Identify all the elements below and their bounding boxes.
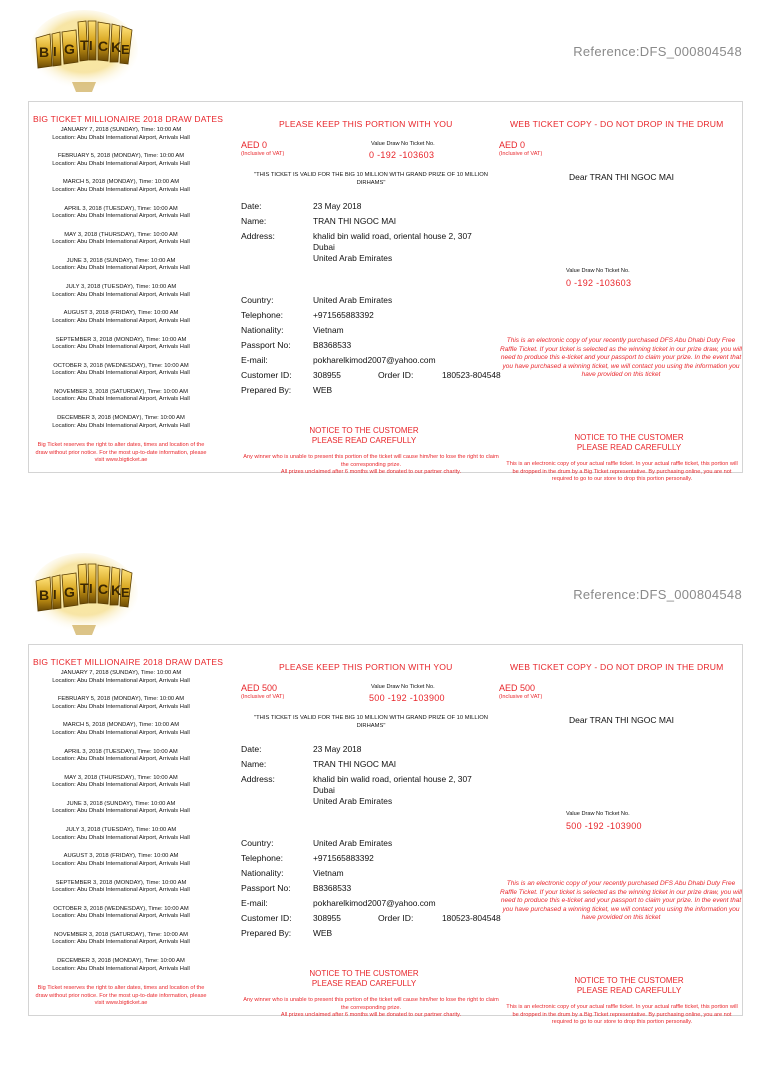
- svg-text:I: I: [89, 38, 93, 53]
- notice-title: NOTICE TO THE CUSTOMER PLEASE READ CAREFULLY: [309, 969, 419, 988]
- value-passport: B8368533: [313, 340, 352, 350]
- draw-item: JULY 3, 2018 (TUESDAY), Time: 10:00 AM Location: Abu Dhabi International Airport, Arrivals Hall: [52, 827, 190, 841]
- electronic-copy-notice: This is an electronic copy of your recently purchased DFS Abu Dhabi Duty Free Raffle Ticket. If your ticket is selected as the winning ticket in our prize draw, you will need to produce this e-ticket and your passport to claim your prize. In the event that you have purchased a winning ticket, we will contact you using the information you have provided on this ticket: [500, 880, 742, 921]
- label-name: Name:: [241, 759, 267, 769]
- value-address-line1: khalid bin walid road, oriental house 2, 307: [313, 231, 472, 241]
- value-draw-ticket-header-copy: Value Draw No Ticket No.: [566, 268, 630, 274]
- value-passport: B8368533: [313, 883, 352, 893]
- draw-disclaimer: Big Ticket reserves the right to alter dates, times and location of the draw without prior notice. For the most up-to-date information, please visit www.bigticket.ae: [35, 985, 207, 1006]
- notice-right-text: This is an electronic copy of your actual raffle ticket. In your actual raffle ticket, this portion will be dropped in the drum by a Big Ticket representative. By purchasing online, you are not required to go to our store to drop this portion personally.: [506, 461, 738, 482]
- ticket-card: [28, 644, 743, 1025]
- ticket-number-copy: 500 -192 -103900: [566, 821, 642, 831]
- notice-left-text: Any winner who is unable to present this portion of the ticket will cause him/her to lose the right to claim the corresponding prize. All prizes unclaimed after 6 months will be donated to our partner charity.: [243, 997, 499, 1018]
- value-draw-ticket-header: Value Draw No Ticket No.: [371, 141, 435, 147]
- draw-item: MAY 3, 2018 (THURSDAY), Time: 10:00 AM Location: Abu Dhabi International Airport, Arrivals Hall: [52, 774, 190, 789]
- big-ticket-logo: [28, 551, 140, 637]
- label-prepared-by: Prepared By:: [241, 928, 292, 938]
- draw-item: MARCH 5, 2018 (MONDAY), Time: 10:00 AM Location: Abu Dhabi International Airport, Arrivals Hall: [52, 722, 190, 736]
- svg-text:B: B: [39, 44, 50, 60]
- keep-portion-title: PLEASE KEEP THIS PORTION WITH YOU: [279, 662, 453, 672]
- svg-text:K: K: [111, 39, 122, 55]
- value-name: TRAN THI NGOC MAI: [313, 216, 397, 226]
- ticket-card: [28, 101, 743, 482]
- label-name: Name:: [241, 216, 267, 226]
- value-draw-ticket-header-copy: Value Draw No Ticket No.: [566, 811, 630, 817]
- label-telephone: Telephone:: [241, 853, 284, 863]
- draw-item: APRIL 3, 2018 (TUESDAY), Time: 10:00 AM Location: Abu Dhabi International Airport, Arrivals Hall: [52, 748, 190, 763]
- ticket-number: 500 -192 -103900: [369, 693, 445, 703]
- electronic-copy-notice: This is an electronic copy of your recently purchased DFS Abu Dhabi Duty Free Raffle Ticket. If your ticket is selected as the winning ticket in our prize draw, you will need to produce this e-ticket and your passport to claim your prize. In the event that you have purchased a winning ticket, we will contact you using the information you have provided on this ticket: [500, 337, 742, 378]
- ticket-price-copy: AED 0: [499, 140, 526, 150]
- label-date: Date:: [241, 744, 262, 754]
- value-telephone: +971565883392: [313, 853, 374, 863]
- draw-item: APRIL 3, 2018 (TUESDAY), Time: 10:00 AM Location: Abu Dhabi International Airport, Arrivals Hall: [52, 205, 190, 220]
- big-ticket-logo: [28, 8, 140, 94]
- value-prepared-by: WEB: [313, 928, 333, 938]
- notice-right-text: This is an electronic copy of your actual raffle ticket. In your actual raffle ticket, this portion will be dropped in the drum by a Big Ticket representative. By purchasing online, you are not required to go to our store to drop this portion personally.: [506, 1004, 738, 1025]
- ticket-page-2: [0, 543, 768, 1086]
- validity-statement: "THIS TICKET IS VALID FOR THE BIG 10 MILLION WITH GRAND PRIZE OF 10 MILLION DIRHAMS": [254, 172, 488, 186]
- draw-item: JUNE 3, 2018 (SUNDAY), Time: 10:00 AM Location: Abu Dhabi International Airport, Arrivals Hall: [52, 800, 190, 815]
- label-country: Country:: [241, 838, 274, 848]
- value-country: United Arab Emirates: [313, 838, 393, 848]
- label-telephone: Telephone:: [241, 310, 284, 320]
- draw-item: JANUARY 7, 2018 (SUNDAY), Time: 10:00 AM Location: Abu Dhabi International Airport, Arrivals Hall: [52, 670, 190, 684]
- value-country: United Arab Emirates: [313, 295, 393, 305]
- notice-title: NOTICE TO THE CUSTOMER PLEASE READ CAREFULLY: [309, 426, 419, 445]
- value-address-line2: Dubai: [313, 242, 335, 252]
- label-date: Date:: [241, 201, 262, 211]
- web-copy-title: WEB TICKET COPY - DO NOT DROP IN THE DRUM: [510, 662, 724, 672]
- vat-note: (Inclusive of VAT): [241, 151, 285, 157]
- draw-item: DECEMBER 3, 2018 (MONDAY), Time: 10:00 AM Location: Abu Dhabi International Airport, Arrivals Hall: [52, 415, 190, 429]
- draw-dates-list: [33, 670, 209, 984]
- draw-item: DECEMBER 3, 2018 (MONDAY), Time: 10:00 AM Location: Abu Dhabi International Airport, Arrivals Hall: [52, 958, 190, 972]
- value-address-line2: Dubai: [313, 785, 335, 795]
- draw-item: NOVEMBER 3, 2018 (SATURDAY), Time: 10:00 AM Location: Abu Dhabi International Airport, Arrivals Hall: [52, 388, 190, 403]
- label-email: E-mail:: [241, 355, 268, 365]
- svg-text:G: G: [64, 584, 75, 600]
- draw-item: OCTOBER 3, 2018 (WEDNESDAY), Time: 10:00 AM Location: Abu Dhabi International Airport, Arrivals Hall: [52, 362, 190, 377]
- svg-text:T: T: [80, 37, 89, 53]
- draw-dates-heading: BIG TICKET MILLIONAIRE 2018 DRAW DATES: [33, 657, 224, 667]
- draw-item: MARCH 5, 2018 (MONDAY), Time: 10:00 AM Location: Abu Dhabi International Airport, Arrivals Hall: [52, 179, 190, 193]
- web-copy-title: WEB TICKET COPY - DO NOT DROP IN THE DRUM: [510, 119, 724, 129]
- ticket-price: AED 0: [241, 140, 268, 150]
- ticket-price: AED 500: [241, 683, 278, 693]
- label-nationality: Nationality:: [241, 868, 284, 878]
- notice-title-copy: NOTICE TO THE CUSTOMER PLEASE READ CAREFULLY: [574, 976, 684, 995]
- svg-text:I: I: [53, 44, 57, 59]
- svg-text:B: B: [39, 587, 50, 603]
- greeting: Dear TRAN THI NGOC MAI: [569, 715, 675, 725]
- value-prepared-by: WEB: [313, 385, 333, 395]
- value-address-line3: United Arab Emirates: [313, 253, 393, 263]
- draw-item: AUGUST 3, 2018 (FRIDAY), Time: 10:00 AM Location: Abu Dhabi International Airport, Arrivals Hall: [52, 853, 190, 867]
- draw-dates-heading: BIG TICKET MILLIONAIRE 2018 DRAW DATES: [33, 114, 224, 124]
- draw-item: JULY 3, 2018 (TUESDAY), Time: 10:00 AM Location: Abu Dhabi International Airport, Arrivals Hall: [52, 284, 190, 298]
- reference-number: Reference:DFS_000804548: [573, 44, 742, 59]
- value-order-id: 180523-804548: [442, 913, 501, 923]
- value-address-line1: khalid bin walid road, oriental house 2, 307: [313, 774, 472, 784]
- value-name: TRAN THI NGOC MAI: [313, 759, 397, 769]
- draw-item: MAY 3, 2018 (THURSDAY), Time: 10:00 AM Location: Abu Dhabi International Airport, Arrivals Hall: [52, 231, 190, 246]
- svg-text:E: E: [121, 42, 130, 57]
- draw-disclaimer: Big Ticket reserves the right to alter dates, times and location of the draw without prior notice. For the most up-to-date information, please visit www.bigticket.ae: [35, 442, 207, 463]
- draw-item: FEBRUARY 5, 2018 (MONDAY), Time: 10:00 AM Location: Abu Dhabi International Airport, Arrivals Hall: [52, 153, 190, 167]
- svg-text:I: I: [89, 581, 93, 596]
- label-order-id: Order ID:: [378, 370, 414, 380]
- svg-text:C: C: [98, 38, 109, 54]
- draw-item: OCTOBER 3, 2018 (WEDNESDAY), Time: 10:00 AM Location: Abu Dhabi International Airport, Arrivals Hall: [52, 905, 190, 920]
- greeting: Dear TRAN THI NGOC MAI: [569, 172, 675, 182]
- ticket-price-copy: AED 500: [499, 683, 536, 693]
- svg-text:G: G: [64, 41, 75, 57]
- value-nationality: Vietnam: [313, 868, 344, 878]
- value-email: pokharelkimod2007@yahoo.com: [313, 355, 436, 365]
- value-date: 23 May 2018: [313, 201, 362, 211]
- label-address: Address:: [241, 774, 275, 784]
- value-customer-id: 308955: [313, 370, 341, 380]
- svg-text:K: K: [111, 582, 122, 598]
- ticket-number: 0 -192 -103603: [369, 150, 435, 160]
- keep-portion-title: PLEASE KEEP THIS PORTION WITH YOU: [279, 119, 453, 129]
- label-address: Address:: [241, 231, 275, 241]
- notice-title-copy: NOTICE TO THE CUSTOMER PLEASE READ CAREFULLY: [574, 433, 684, 452]
- draw-item: SEPTEMBER 3, 2018 (MONDAY), Time: 10:00 AM Location: Abu Dhabi International Airport, Arrivals Hall: [52, 879, 190, 893]
- draw-item: JUNE 3, 2018 (SUNDAY), Time: 10:00 AM Location: Abu Dhabi International Airport, Arrivals Hall: [52, 257, 190, 272]
- draw-item: JANUARY 7, 2018 (SUNDAY), Time: 10:00 AM Location: Abu Dhabi International Airport, Arrivals Hall: [52, 127, 190, 141]
- label-customer-id: Customer ID:: [241, 370, 292, 380]
- value-draw-ticket-header: Value Draw No Ticket No.: [371, 684, 435, 690]
- draw-item: FEBRUARY 5, 2018 (MONDAY), Time: 10:00 AM Location: Abu Dhabi International Airport, Arrivals Hall: [52, 696, 190, 710]
- vat-note: (Inclusive of VAT): [241, 694, 285, 700]
- ticket-number-copy: 0 -192 -103603: [566, 278, 632, 288]
- vat-note-copy: (Inclusive of VAT): [499, 151, 543, 157]
- value-email: pokharelkimod2007@yahoo.com: [313, 898, 436, 908]
- svg-text:T: T: [80, 580, 89, 596]
- svg-text:I: I: [53, 587, 57, 602]
- label-passport: Passport No:: [241, 340, 291, 350]
- label-prepared-by: Prepared By:: [241, 385, 292, 395]
- label-country: Country:: [241, 295, 274, 305]
- label-nationality: Nationality:: [241, 325, 284, 335]
- value-address-line3: United Arab Emirates: [313, 796, 393, 806]
- label-customer-id: Customer ID:: [241, 913, 292, 923]
- reference-number: Reference:DFS_000804548: [573, 587, 742, 602]
- validity-statement: "THIS TICKET IS VALID FOR THE BIG 10 MILLION WITH GRAND PRIZE OF 10 MILLION DIRHAMS": [254, 715, 488, 729]
- label-order-id: Order ID:: [378, 913, 414, 923]
- label-email: E-mail:: [241, 898, 268, 908]
- value-nationality: Vietnam: [313, 325, 344, 335]
- svg-text:C: C: [98, 581, 109, 597]
- value-customer-id: 308955: [313, 913, 341, 923]
- draw-item: AUGUST 3, 2018 (FRIDAY), Time: 10:00 AM Location: Abu Dhabi International Airport, Arrivals Hall: [52, 310, 190, 324]
- notice-left-text: Any winner who is unable to present this portion of the ticket will cause him/her to lose the right to claim the corresponding prize. All prizes unclaimed after 6 months will be donated to our partner charity.: [243, 454, 499, 475]
- draw-dates-list: [33, 127, 209, 441]
- label-passport: Passport No:: [241, 883, 291, 893]
- vat-note-copy: (Inclusive of VAT): [499, 694, 543, 700]
- draw-item: NOVEMBER 3, 2018 (SATURDAY), Time: 10:00 AM Location: Abu Dhabi International Airport, Arrivals Hall: [52, 931, 190, 946]
- value-order-id: 180523-804548: [442, 370, 501, 380]
- value-date: 23 May 2018: [313, 744, 362, 754]
- value-telephone: +971565883392: [313, 310, 374, 320]
- draw-item: SEPTEMBER 3, 2018 (MONDAY), Time: 10:00 AM Location: Abu Dhabi International Airport, Arrivals Hall: [52, 336, 190, 350]
- svg-text:E: E: [121, 585, 130, 600]
